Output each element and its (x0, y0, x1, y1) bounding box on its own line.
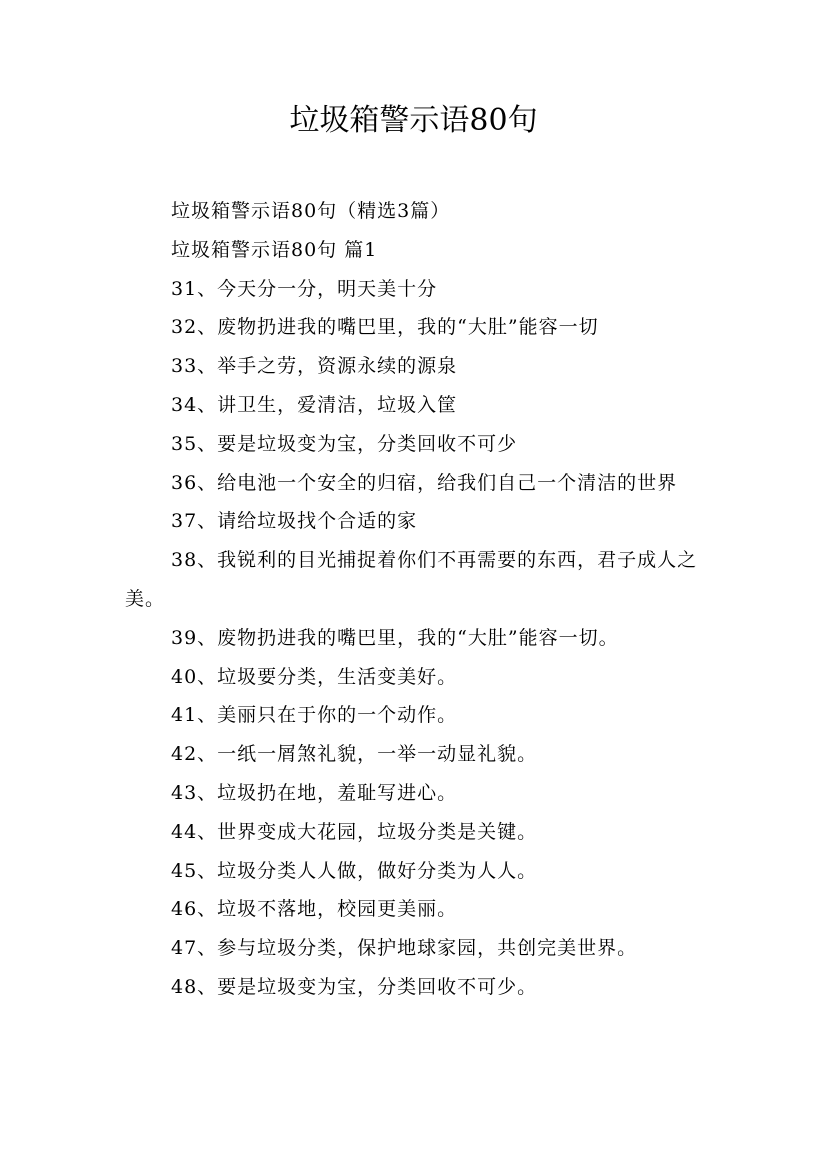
paragraph: 43、垃圾扔在地，羞耻写进心。 (171, 781, 458, 804)
paragraph: 垃圾箱警示语80句（精选3篇） (171, 200, 451, 222)
paragraph: 48、要是垃圾变为宝，分类回收不可少。 (171, 975, 538, 998)
paragraph: 37、请给垃圾找个合适的家 (171, 510, 418, 533)
document-body (125, 192, 705, 1007)
paragraph: 34、讲卫生，爱清洁，垃圾入筐 (171, 393, 458, 416)
document-title: 垃圾箱警示语80句 (289, 103, 538, 138)
paragraph: 38、我锐利的目光捕捉着你们不再需要的东西，君子成人之美。 (125, 549, 698, 610)
paragraph: 32、废物扔进我的嘴巴里，我的“大肚”能容一切 (171, 316, 599, 339)
paragraph: 36、给电池一个安全的归宿，给我们自己一个清洁的世界 (171, 471, 678, 494)
paragraph: 41、美丽只在于你的一个动作。 (171, 704, 458, 727)
paragraph: 垃圾箱警示语80句 篇1 (171, 238, 378, 261)
paragraph: 40、垃圾要分类，生活变美好。 (171, 665, 458, 688)
paragraph: 39、废物扔进我的嘴巴里，我的“大肚”能容一切。 (171, 626, 619, 649)
paragraph: 46、垃圾不落地，校园更美丽。 (171, 898, 458, 921)
paragraph: 44、世界变成大花园，垃圾分类是关键。 (171, 820, 538, 843)
paragraph: 35、要是垃圾变为宝，分类回收不可少 (171, 432, 518, 455)
paragraph: 31、今天分一分，明天美十分 (171, 277, 438, 300)
paragraph: 47、参与垃圾分类，保护地球家园，共创完美世界。 (171, 937, 638, 960)
paragraph: 45、垃圾分类人人做，做好分类为人人。 (171, 859, 538, 882)
paragraph: 42、一纸一屑煞礼貌，一举一动显礼貌。 (171, 743, 538, 766)
paragraph: 33、举手之劳，资源永续的源泉 (171, 355, 458, 378)
